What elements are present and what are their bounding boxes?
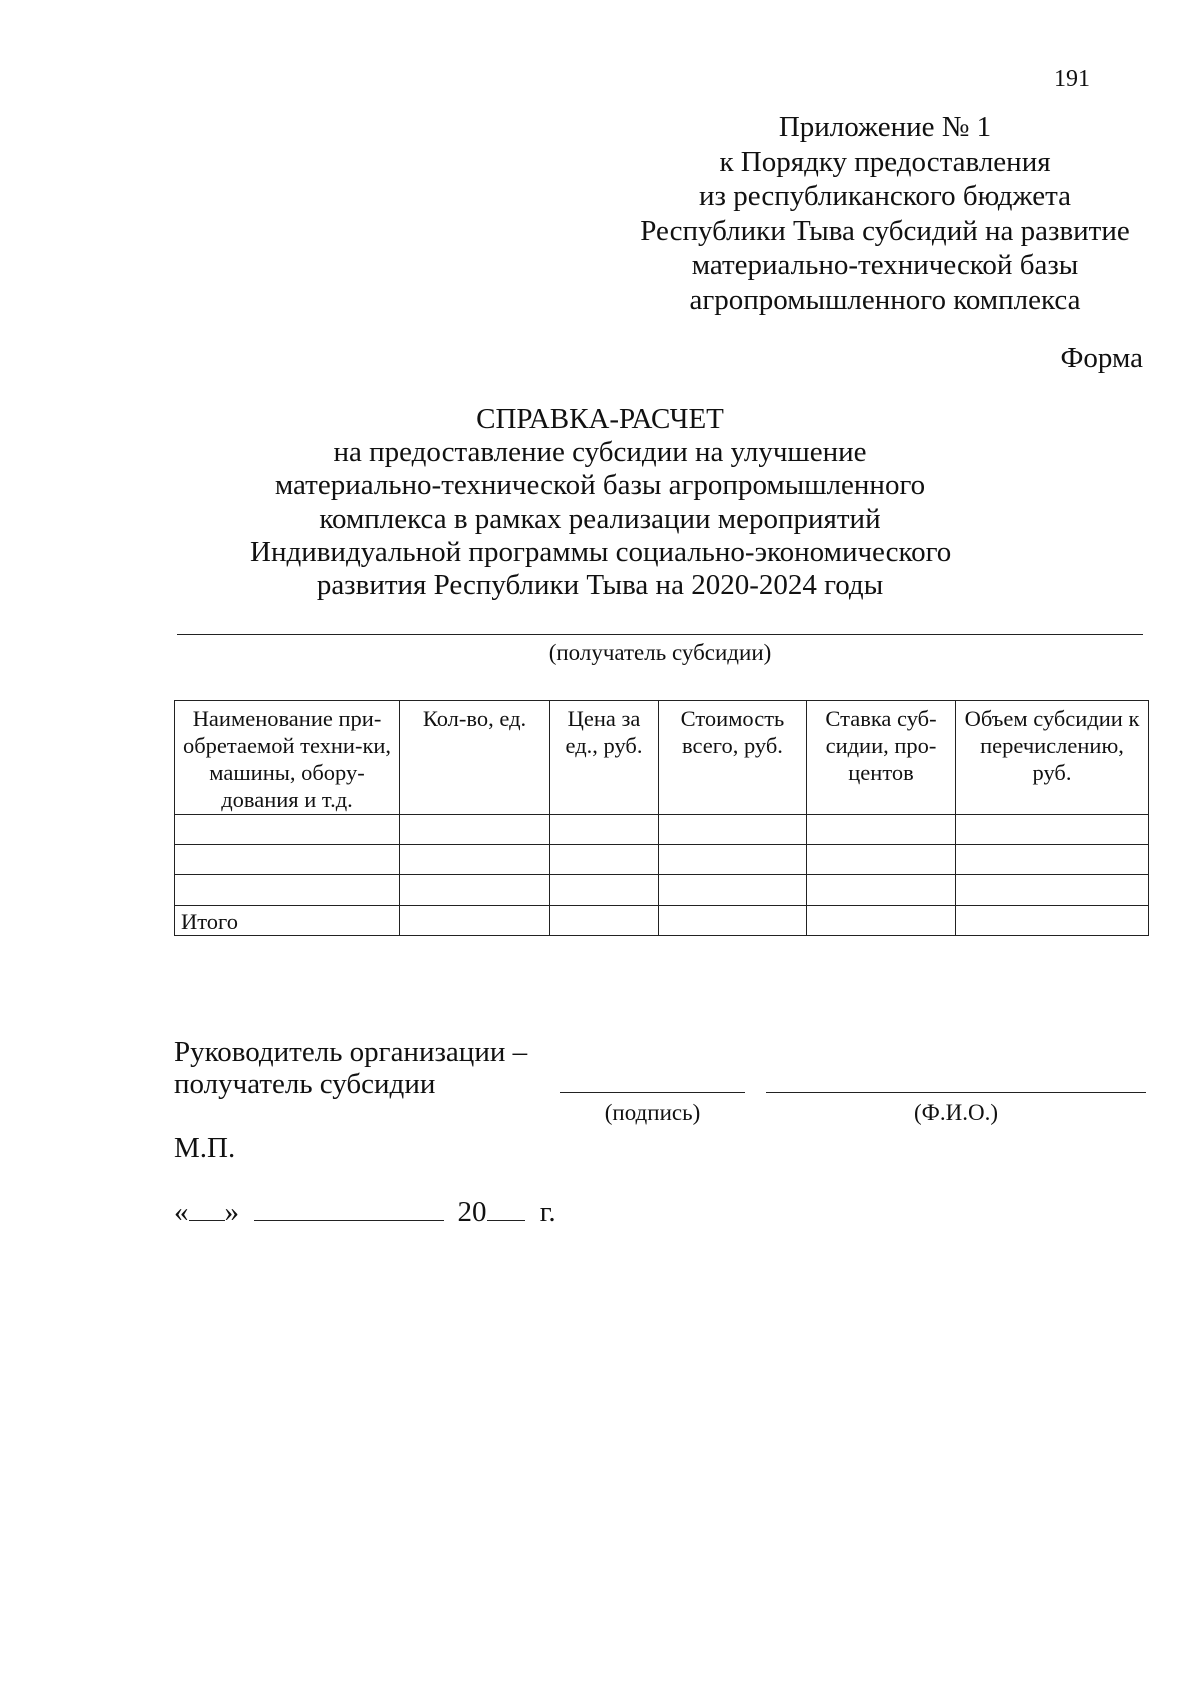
table-cell[interactable] [956,814,1149,844]
date-close-quote: » [224,1196,239,1228]
table-cell[interactable] [807,845,956,875]
header-quantity: Кол-во, ед. [400,701,550,815]
fio-blank-line[interactable] [766,1092,1146,1093]
subsidy-calculation-table [174,700,1149,936]
header-subsidy-amount: Объем субсидии к перечислению, руб. [956,701,1149,815]
stamp-place-label: М.П. [174,1132,236,1164]
table-cell[interactable] [400,814,550,844]
table-cell[interactable] [550,905,659,935]
date-line [174,1194,556,1229]
header-subsidy-rate: Ставка суб-сидии, про-центов [807,701,956,815]
header-unit-price: Цена за ед., руб. [550,701,659,815]
head-label-line: получатель субсидии [174,1068,436,1100]
title-line: комплекса в рамках реализации мероприятий [319,502,881,535]
title-line: материально-технической базы агропромышленного [274,469,926,502]
table-cell[interactable] [956,845,1149,875]
header-total-cost: Стоимость всего, руб. [659,701,807,815]
year-blank[interactable] [487,1194,525,1221]
table-cell[interactable] [550,814,659,844]
title-line: на предоставление субсидии на улучшение [333,436,867,469]
total-label: Итого [175,905,400,935]
title-line: Индивидуальной программы социально-экономического [250,535,952,568]
table-row [175,875,1149,905]
table-cell[interactable] [400,845,550,875]
table-cell[interactable] [659,875,807,905]
appendix-line: Приложение № 1 [778,111,992,143]
form-label: Форма [1060,342,1143,374]
table-cell[interactable] [400,905,550,935]
appendix-line: агропромышленного комплекса [689,283,1081,316]
table-row [175,845,1149,875]
title-line: развития Республики Тыва на 2020-2024 годы [316,569,884,602]
fio-caption: (Ф.И.О.) [914,1100,998,1125]
table-cell[interactable] [956,875,1149,905]
appendix-line: материально-технической базы [691,249,1079,281]
table-cell[interactable] [659,814,807,844]
page-number: 191 [1054,66,1090,92]
table-cell[interactable] [807,875,956,905]
recipient-blank-line[interactable] [177,634,1143,635]
table-cell[interactable] [550,845,659,875]
table-cell[interactable] [175,875,400,905]
appendix-line: к Порядку предоставления [719,145,1051,178]
table-row [175,814,1149,844]
date-open-quote: « [174,1196,189,1228]
year-prefix: 20 [457,1196,487,1228]
table-cell[interactable] [175,845,400,875]
table-header-row [175,701,1149,815]
table-cell[interactable] [659,905,807,935]
table-cell[interactable] [807,905,956,935]
table-total-row [175,905,1149,935]
recipient-caption: (получатель субсидии) [548,640,772,665]
document-title [250,403,950,602]
table-cell[interactable] [807,814,956,844]
header-item-name: Наименование при-обретаемой техни-ки, машины, обору-дования и т.д. [175,701,400,815]
signature-blank-line[interactable] [560,1092,745,1093]
day-blank[interactable] [189,1194,225,1221]
appendix-line: из республиканского бюджета [699,180,1071,212]
table-cell[interactable] [956,905,1149,935]
head-of-organization-label [174,1036,527,1100]
month-blank[interactable] [254,1194,444,1221]
signature-caption: (подпись) [604,1100,701,1125]
appendix-header [600,110,1170,317]
title-heading: СПРАВКА-РАСЧЕТ [476,403,724,435]
head-label-line: Руководитель организации – [174,1036,528,1068]
table-cell[interactable] [175,814,400,844]
year-suffix: г. [539,1196,556,1228]
table-cell[interactable] [659,845,807,875]
table-cell[interactable] [550,875,659,905]
appendix-line: Республики Тыва субсидий на развитие [640,214,1130,247]
table-cell[interactable] [400,875,550,905]
